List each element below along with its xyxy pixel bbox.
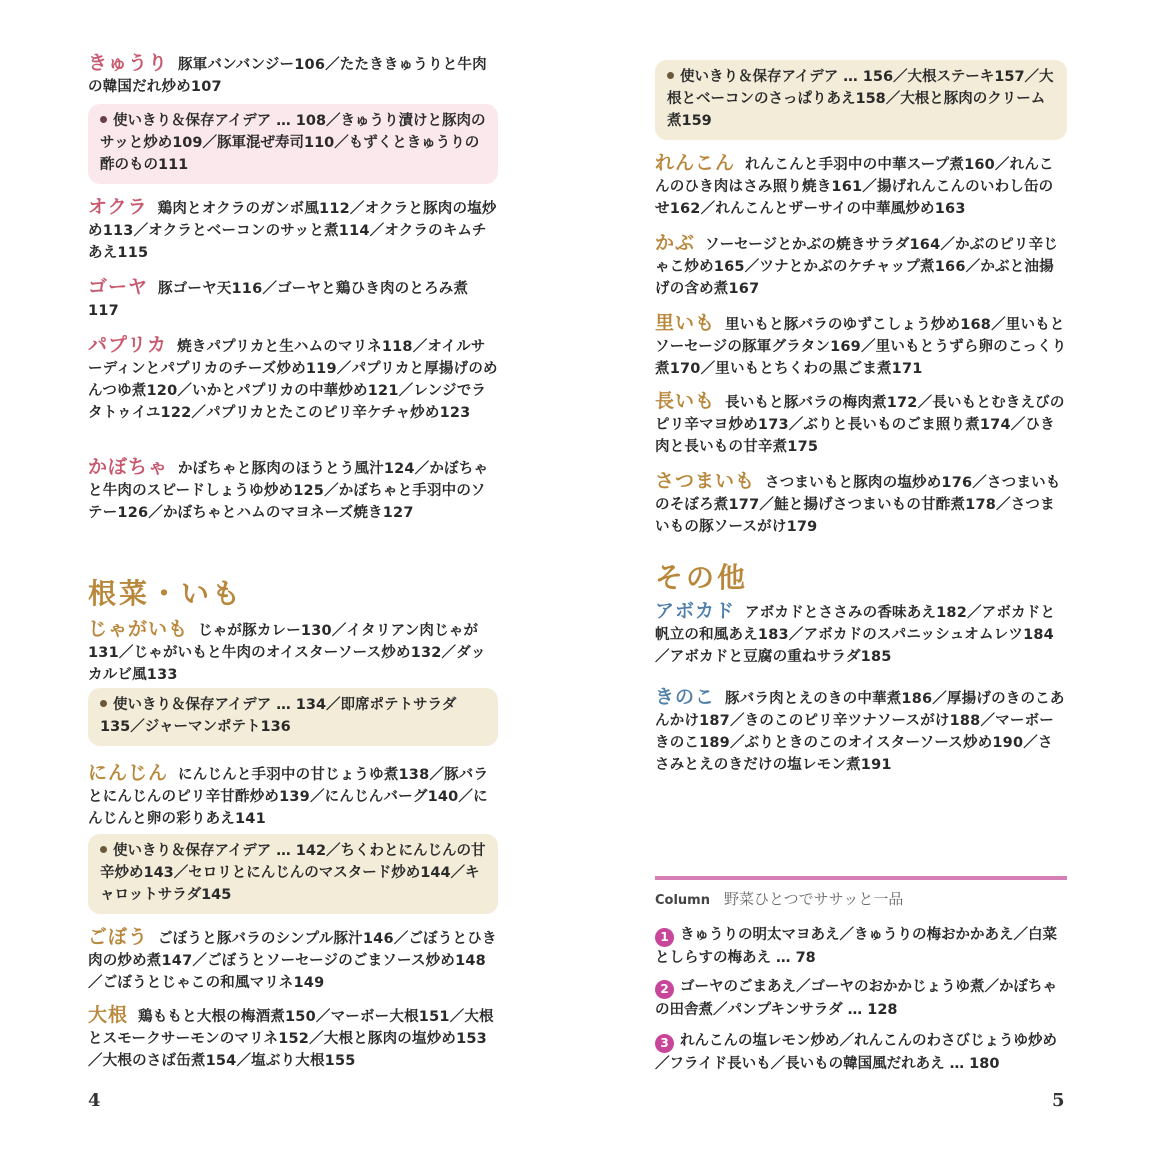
veg-name: アボカド	[655, 600, 736, 622]
recipe-list: アボカドとささみの香味あえ182／アボカドと帆立の和風あえ183／アボカドのスパニッシュオムレツ184／アボカドと豆腐の重ねサラダ185	[655, 605, 1056, 665]
recipe-list: 鶏肉とオクラのガンボ風112／オクラと豚肉の塩炒め113／オクラとベーコンのサッと煮114／オクラのキムチあえ115	[88, 201, 497, 261]
tips-text: 使いきり＆保存アイデア … 156／大根ステーキ157／大根とベーコンのさっぱりあえ158／大根と豚肉のクリーム煮159	[667, 69, 1054, 129]
column-item-text: れんこんの塩レモン炒め／れんこんのわさびじょうゆ炒め／フライド長いも／長いもの韓国風だれあえ … 180	[655, 1033, 1057, 1072]
veg-name: かぼちゃ	[88, 456, 169, 478]
bullet-icon	[667, 72, 674, 79]
veg-name: さつまいも	[655, 470, 756, 492]
veg-name: れんこん	[655, 152, 736, 174]
recipe-list: じゃが豚カレー130／イタリアン肉じゃが131／じゃがいもと牛肉のオイスターソース炒め132／ダッカルビ風133	[88, 623, 486, 683]
tips-box-jagaimo	[88, 688, 498, 746]
entry-satoimo	[655, 312, 1067, 380]
entry-gobo	[88, 926, 498, 994]
entry-ninjin	[88, 762, 498, 830]
recipe-list: 焼きパプリカと生ハムのマリネ118／オイルサーディンとパプリカのチーズ炒め119／パプリカと厚揚げのめんつゆ煮120／いかとパプリカの中華炒め121／レンジでラタトゥイユ122／パプリカとたこのピリ辛ケチャ炒め123	[88, 339, 498, 421]
recipe-list: 鶏ももと大根の梅酒煮150／マーボー大根151／大根とスモークサーモンのマリネ152／大根と豚肉の塩炒め153／大根のさば缶煮154／塩ぶり大根155	[88, 1009, 494, 1069]
veg-name: パプリカ	[88, 334, 168, 356]
entry-renkon	[655, 152, 1067, 220]
recipe-list: れんこんと手羽中の中華スープ煮160／れんこんのひき肉はさみ照り焼き161／揚げれんこんのいわし缶のせ162／れんこんとザーサイの中華風炒め163	[655, 157, 1054, 217]
entry-kinoko	[655, 686, 1067, 776]
column-label: Column	[655, 893, 710, 908]
recipe-list: 長いもと豚バラの梅肉煮172／長いもとむきえびのピリ辛マヨ炒め173／ぶりと長いものごま照り煮174／ひき肉と長いもの甘辛煮175	[655, 395, 1065, 455]
tips-box-daikon	[655, 60, 1067, 140]
veg-name: きのこ	[655, 686, 716, 708]
column-header	[655, 888, 903, 909]
veg-name: 大根	[88, 1004, 129, 1026]
entry-kyuri	[88, 52, 498, 98]
recipe-list: にんじんと手羽中の甘じょうゆ煮138／豚バラとにんじんのピリ辛甘酢炒め139／にんじんバーグ140／にんじんと卵の彩りあえ141	[88, 767, 489, 827]
tips-text: 使いきり＆保存アイデア … 108／きゅうり漬けと豚肉のサッと炒め109／豚軍混ぜ寿司110／もずくときゅうりの酢のもの111	[100, 113, 486, 173]
recipe-list: 豚軍バンバンジー106／たたききゅうりと牛肉の韓国だれ炒め107	[88, 57, 487, 95]
page-number-left: 4	[88, 1090, 101, 1111]
veg-name: ごぼう	[88, 926, 149, 948]
column-title: 野菜ひとつでササッと一品	[723, 890, 904, 908]
entry-daikon	[88, 1004, 498, 1072]
recipe-list: 豚ゴーヤ天116／ゴーヤと鶏ひき肉のとろみ煮117	[88, 281, 469, 319]
veg-name: じゃがいも	[88, 618, 189, 640]
tips-box-ninjin	[88, 834, 498, 914]
tips-box-kyuri	[88, 104, 498, 184]
entry-kabocha	[88, 456, 498, 524]
recipe-list: ごぼうと豚バラのシンプル豚汁146／ごぼうとひき肉の炒め煮147／ごぼうとソーセージのごまソース炒め148／ごぼうとじゃこの和風マリネ149	[88, 931, 497, 991]
column-item-text: ゴーヤのごまあえ／ゴーヤのおかかじょうゆ煮／かぼちゃの田舎煮／パンプキンサラダ … 128	[655, 979, 1057, 1018]
recipe-list: かぼちゃと豚肉のほうとう風汁124／かぼちゃと牛肉のスピードしょうゆ炒め125／かぼちゃと手羽中のソテー126／かぼちゃとハムのマヨネーズ焼き127	[88, 461, 489, 521]
number-badge: 2	[655, 980, 674, 999]
entry-goya	[88, 276, 498, 322]
entry-avocado	[655, 600, 1067, 668]
recipe-list: 里いもと豚バラのゆずこしょう炒め168／里いもとソーセージの豚軍グラタン169／里いもとうずら卵のこっくり煮170／里いもとちくわの黒ごま煮171	[655, 317, 1067, 377]
recipe-list: ソーセージとかぶの焼きサラダ164／かぶのピリ辛じゃこ炒め165／ツナとかぶのケチャップ煮166／かぶと油揚げの含め煮167	[655, 237, 1058, 297]
number-badge: 1	[655, 928, 674, 947]
bullet-icon	[100, 116, 107, 123]
bullet-icon	[100, 846, 107, 853]
veg-name: きゅうり	[88, 52, 169, 74]
veg-name: オクラ	[88, 196, 148, 218]
column-divider	[655, 876, 1067, 880]
tips-text: 使いきり＆保存アイデア … 134／即席ポテトサラダ135／ジャーマンポテト136	[100, 697, 457, 735]
veg-name: ゴーヤ	[88, 276, 149, 298]
veg-name: 長いも	[655, 390, 716, 412]
entry-nagaimo	[655, 390, 1067, 458]
veg-name: かぶ	[655, 232, 696, 254]
bullet-icon	[100, 700, 107, 707]
entry-satsumaimo	[655, 470, 1067, 538]
number-badge: 3	[655, 1034, 674, 1053]
entry-jagaimo	[88, 618, 498, 686]
veg-name: にんじん	[88, 762, 169, 784]
entry-okura	[88, 196, 498, 264]
column-item	[655, 976, 1067, 1021]
section-title-others: その他	[655, 561, 749, 594]
entry-kabu	[655, 232, 1067, 300]
recipe-list: 豚バラ肉とえのきの中華煮186／厚揚げのきのこあんかけ187／きのこのピリ辛ツナソースがけ188／マーボーきのこ189／ぶりときのこのオイスターソース炒め190／ささみとえのきだけの塩レモン煮191	[655, 691, 1065, 773]
column-item-text: きゅうりの明太マヨあえ／きゅうりの梅おかかあえ／白菜としらすの梅あえ … 78	[655, 927, 1057, 966]
section-title-root-vegetables: 根菜・いも	[88, 577, 244, 610]
recipe-list: さつまいもと豚肉の塩炒め176／さつまいものそぼろ煮177／鮭と揚げさつまいもの甘酢煮178／さつまいもの豚ソースがけ179	[655, 475, 1061, 535]
page-number-right: 5	[1052, 1090, 1065, 1111]
column-item	[655, 1030, 1067, 1075]
veg-name: 里いも	[655, 312, 716, 334]
tips-text: 使いきり＆保存アイデア … 142／ちくわとにんじんの甘辛炒め143／セロリとにんじんのマスタード炒め144／キャロットサラダ145	[100, 843, 486, 903]
column-item	[655, 924, 1067, 969]
entry-paprika	[88, 334, 498, 424]
